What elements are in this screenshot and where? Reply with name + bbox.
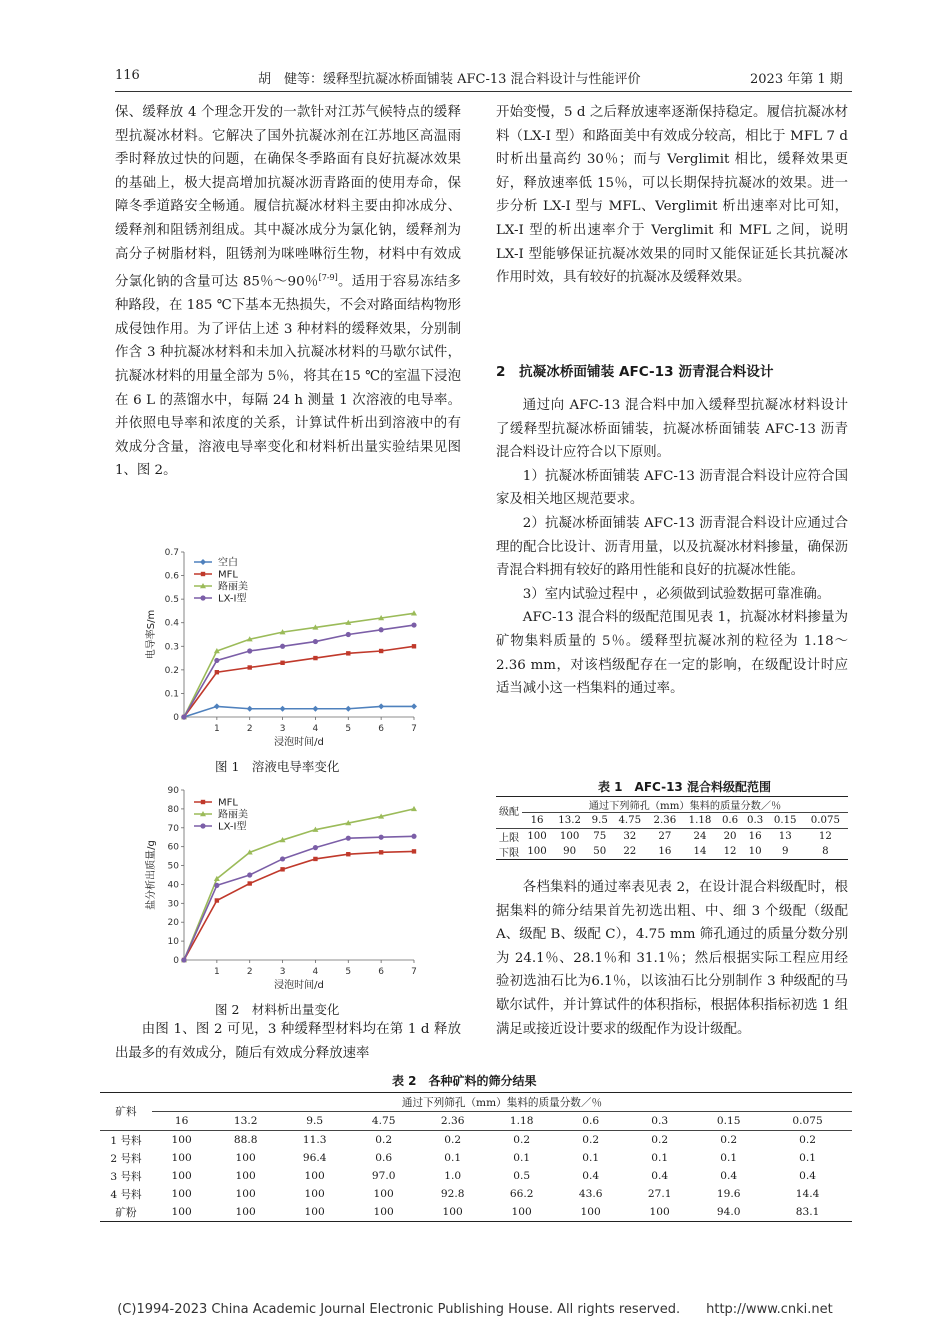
figure-1-x-tick-label: 4 (312, 724, 319, 734)
table-2-cell: 100 (649, 1206, 670, 1218)
table-2-cell: 100 (171, 1152, 192, 1164)
figure-1-data-point (214, 658, 219, 663)
table-2-sieve: 4.75 (371, 1115, 396, 1127)
figure-2-y-tick-label: 10 (167, 937, 179, 948)
citation: [7-9] (318, 273, 338, 283)
figure-2-y-tick-label: 0 (173, 956, 179, 966)
right-paragraph-3: AFC-13 混合料的级配范围见表 1，抗凝冰材料掺量为矿物集料质量的 5％。缓释型抗凝冰剂的粒径为 1.18～2.36 mm，对该档级配存在一定的影响，在级配设计时应适当减小这一档集料的通过率。 (496, 610, 848, 697)
figure-1-y-axis-label: 电导率S/m (146, 609, 157, 660)
table-2-cell: 0.2 (720, 1134, 738, 1146)
table-2-sieve: 0.6 (582, 1115, 600, 1127)
figure-2-x-tick-label: 7 (411, 967, 417, 977)
table-1-cell: 13 (778, 831, 792, 842)
table-2-cell: 100 (171, 1134, 192, 1146)
figure-1-data-point (346, 632, 351, 637)
table-2-row (100, 1149, 852, 1167)
table-2-sieve: 1.18 (509, 1115, 534, 1127)
table-2-cell: 0.5 (513, 1170, 531, 1182)
figure-1-data-point (214, 703, 220, 709)
table-1-cell: 16 (658, 846, 672, 857)
figure-1-legend-label: LX-I型 (218, 593, 247, 605)
right-column-text (496, 101, 848, 290)
table-2-sieve: 0.3 (651, 1115, 669, 1127)
left-paragraph-1 (115, 101, 461, 483)
table-2-cell: 88.8 (233, 1134, 258, 1146)
table-2-cell: 11.3 (302, 1134, 327, 1146)
table-2-header-row (100, 1093, 852, 1112)
figure-1-x-tick-label: 6 (378, 724, 385, 734)
table-1-corner: 级配 (499, 807, 519, 818)
table-1-cell: 22 (623, 846, 637, 857)
table-1-cell: 75 (593, 831, 607, 842)
table-2-cell: 100 (304, 1206, 325, 1218)
table-1-header-row (496, 797, 848, 813)
table-1-cell: 20 (723, 831, 737, 842)
table-2-cell: 100 (235, 1188, 256, 1200)
table-2-cell: 100 (235, 1206, 256, 1218)
figure-2-x-tick-label: 5 (345, 967, 352, 977)
figure-1-y-tick-label: 0.4 (164, 618, 179, 629)
table-1-sieve: 2.36 (653, 815, 677, 826)
figure-1-data-point (379, 627, 384, 632)
figure-2-data-point (313, 857, 317, 861)
figure-1-legend-marker (201, 572, 205, 576)
right-paragraph-1: 开始变慢，5 d 之后释放速率逐渐保持稳定。履信抗凝冰材料（LX-I 型）和路面美中有效成分较高，相比于 MFL 7 d 时析出量高约 30％；而与 Verglimit 相比，缓释效果更好，释放速率低 15％，可以长期保持抗凝冰的效果。进一步分析 LX-I 型与 MFL、Verglimit 析出速率对比可知，LX-I 型的析出速率介于 Verglimit 和 MFL 之间，说明 LX-I 型能够保证抗凝冰效果的同时又能保证延长其抗凝冰作用时效，具有较好的抗凝冰及缓释效果。 (496, 105, 848, 286)
table-1-sieve: 0.6 (721, 815, 739, 826)
figure-2-x-tick-label: 3 (279, 967, 286, 977)
figure-2-caption: 图 2 材料析出量变化 (215, 1002, 340, 1017)
right-column-text-3 (496, 876, 848, 1041)
table-2-cell: 100 (373, 1206, 394, 1218)
figure-1-data-point (280, 706, 286, 712)
figure-1-x-tick-label: 2 (246, 724, 253, 734)
figure-2-data-point (379, 850, 383, 854)
table-2-cell: 0.2 (375, 1134, 393, 1146)
table-2-cell: 92.8 (440, 1188, 465, 1200)
figure-2-y-tick-label: 60 (167, 842, 179, 853)
table-1-cell: 12 (723, 846, 737, 857)
left-column-text-2 (115, 1018, 461, 1065)
figure-2-data-point (280, 856, 285, 861)
figure-2-data-point (379, 835, 384, 840)
table-2-cell: 14.4 (795, 1188, 820, 1200)
table-2-cell: 96.4 (302, 1152, 327, 1164)
table-2-cell: 100 (235, 1152, 256, 1164)
left-paragraph-1-end: 。适用于容易冻结多种路段，在 185 ℃下基本无热损失，不会对路面结构物形成侵蚀作用。为了评估上述 3 种材料的缓释效果，分别制作含 3 种抗凝冰材料和未加入抗凝冰材料的马歇尔试件，抗凝冰材料的用量全部为 5％，将其在15 ℃的室温下浸泡在 6 L 的蒸馏水中，每隔 24 h 测量 1 次溶液的电导率。并依照电导率和浓度的关系，计算试件析出到溶液中的有效成分含量，溶液电导率变化和材料析出量实验结果见图 1、图 2。 (115, 274, 461, 479)
figure-2-legend-label: LX-I型 (218, 821, 247, 833)
table-1-cell: 90 (563, 846, 577, 857)
figure-1-data-point (313, 656, 317, 660)
figure-1-data-point (280, 644, 285, 649)
table-2-sieve: 16 (174, 1115, 189, 1127)
figure-1-data-point (346, 651, 350, 655)
table-1-sieve: 0.15 (773, 815, 797, 826)
table-2-row-label: 4 号料 (110, 1188, 142, 1201)
table-2-cell: 0.1 (651, 1152, 669, 1164)
table-2-row (100, 1167, 852, 1185)
figure-1-x-tick-label: 7 (411, 724, 417, 734)
table-2-cell: 1.0 (444, 1170, 462, 1182)
principle-item-3: 3）室内试验过程中 ，必须做到试验数据可靠准确。 (522, 586, 831, 602)
table-2-sieve-row (100, 1112, 852, 1131)
figure-2-data-point (181, 957, 186, 962)
figure-1-data-point (379, 649, 383, 653)
table-2-cell: 100 (373, 1188, 394, 1200)
figure-2-data-point (280, 867, 284, 871)
table-2-cell: 0.1 (582, 1152, 600, 1164)
figure-1-x-tick-label: 5 (345, 724, 352, 734)
figure-2-data-point (215, 898, 219, 902)
table-2-cell: 0.2 (799, 1134, 817, 1146)
figure-1-data-point (280, 661, 284, 665)
figure-1-y-tick-label: 0.3 (164, 642, 179, 653)
figure-2-series-line (184, 851, 414, 960)
figure-1-y-tick-label: 0.5 (164, 595, 179, 606)
principle-item-1: 1）抗凝冰桥面铺装 AFC-13 沥青混合料设计应符合国家及相关地区规范要求。 (496, 468, 848, 508)
figure-1-caption: 图 1 溶液电导率变化 (215, 759, 340, 774)
figure-1-data-point (345, 706, 351, 712)
table-2-row-label: 矿粉 (115, 1206, 137, 1219)
figure-2-data-point (411, 806, 417, 811)
table-2-sieve: 13.2 (233, 1115, 258, 1127)
table-1-row (496, 829, 848, 845)
table-1-sieve-row (496, 813, 848, 829)
table-1-cell: 50 (593, 846, 607, 857)
table-2-cell: 100 (442, 1206, 463, 1218)
figure-1-data-point (313, 639, 318, 644)
right-paragraph-4: 各档集料的通过率表见表 2，在设计混合料级配时，根据集料的筛分结果首先初选出粗、中、细 3 个级配（级配 A、级配 B、级配 C），4.75 mm 筛孔通过的质量分数分别为 24.1％、28.1％和 31.1％；然后根据实际工程应用经验初选油石比为6.1％，以该油石比分别制作 3 种级配的马歇尔试件，并计算试件的体积指标，根据体积指标初选 1 组满足或接近设计要求的级配作为设计级配。 (496, 880, 848, 1037)
figure-1-y-tick-label: 0.6 (164, 571, 179, 582)
table-2-cell: 19.6 (716, 1188, 741, 1200)
table-1-row-label: 下限 (498, 848, 520, 859)
table-1-span-header: 通过下列筛孔（mm）集料的质量分数／％ (522, 797, 848, 813)
table-1-cell: 100 (527, 846, 547, 857)
table-2-cell: 100 (235, 1170, 256, 1182)
table-1 (496, 796, 848, 860)
figure-2-series-line (184, 836, 414, 960)
figure-1-legend-label: 路丽美 (218, 581, 248, 593)
table-1-title: 表 1 AFC-13 混合料级配范围 (598, 780, 771, 794)
figure-1-legend-marker (200, 595, 205, 600)
table-2-cell: 100 (304, 1170, 325, 1182)
figure-1-data-point (247, 648, 252, 653)
figure-2-x-axis-label: 浸泡时间/d (274, 980, 324, 991)
table-2 (100, 1092, 852, 1222)
table-2-corner: 矿料 (115, 1106, 137, 1118)
table-2-cell: 0.1 (444, 1152, 462, 1164)
figure-2-y-axis-label: 盐分析出质量/g (146, 840, 157, 910)
figure-1-data-point (215, 670, 219, 674)
table-2-cell: 0.4 (582, 1170, 600, 1182)
table-2-cell: 0.2 (444, 1134, 462, 1146)
figure-1-y-tick-label: 0.7 (164, 548, 179, 558)
figure-1-x-tick-label: 1 (213, 724, 220, 734)
table-1-cell: 16 (748, 831, 762, 842)
figure-2-x-tick-label: 6 (378, 967, 385, 977)
table-1-sieve: 13.2 (558, 815, 581, 826)
figure-1-data-point (411, 622, 416, 627)
copyright-footer: (C)1994-2023 China Academic Journal Electronic Publishing House. All rights reserved. http://www.cnki.net (117, 1302, 833, 1317)
table-2-row (100, 1185, 852, 1203)
table-2-cell: 100 (171, 1188, 192, 1200)
table-2-cell: 100 (171, 1170, 192, 1182)
figure-2-data-point (346, 852, 350, 856)
figure-2-x-tick-label: 2 (246, 967, 253, 977)
figure-2-legend-label: 路丽美 (218, 809, 248, 821)
table-2-cell: 0.1 (513, 1152, 531, 1164)
figure-1-legend-marker (200, 559, 206, 565)
table-1-sieve: 4.75 (618, 815, 642, 826)
figure-1-data-point (312, 706, 318, 712)
figure-1-data-point (181, 714, 186, 719)
figure-1-data-point (412, 644, 416, 648)
table-2-sieve: 0.075 (792, 1115, 823, 1127)
figure-1-y-tick-label: 0 (173, 713, 179, 723)
figure-1-y-tick-label: 0.2 (164, 665, 179, 676)
figure-2-x-tick-label: 1 (213, 967, 220, 977)
table-2-row-label: 3 号料 (110, 1170, 142, 1183)
figure-2-y-tick-label: 30 (167, 899, 179, 910)
figure-1-data-point (378, 703, 384, 709)
principle-item-2: 2）抗凝冰桥面铺装 AFC-13 沥青混合料设计应通过合理的配合比设计、沥青用量，以及抗凝冰材料掺量，确保沥青混合料拥有较好的路用性能和良好的抗凝冰性能。 (496, 515, 848, 579)
table-1-cell: 9 (781, 846, 789, 857)
table-2-row (100, 1203, 852, 1222)
figure-2-legend-marker (200, 823, 205, 828)
table-2-cell: 83.1 (795, 1206, 820, 1218)
figure-2-legend-label: MFL (218, 797, 238, 809)
figure-2-data-point (214, 883, 219, 888)
figure-2-y-tick-label: 40 (167, 880, 179, 891)
table-2-sieve: 0.15 (716, 1115, 741, 1127)
figure-1-y-tick-label: 0.1 (164, 689, 179, 700)
table-1-row-label: 上限 (498, 833, 520, 844)
table-2-cell: 0.4 (799, 1170, 817, 1182)
figure-1-x-tick-label: 3 (279, 724, 286, 734)
table-1-cell: 24 (693, 831, 707, 842)
table-2-row (100, 1131, 852, 1150)
table-2-cell: 94.0 (716, 1206, 741, 1218)
table-2-cell: 100 (304, 1188, 325, 1200)
figure-2-y-tick-label: 20 (167, 918, 179, 929)
table-2-cell: 43.6 (578, 1188, 603, 1200)
table-1-cell: 10 (748, 846, 762, 857)
table-2-cell: 0.4 (651, 1170, 669, 1182)
table-1-row (496, 844, 848, 860)
table-2-cell: 0.2 (651, 1134, 669, 1146)
table-1-cell: 27 (658, 831, 672, 842)
figure-2-data-point (412, 849, 416, 853)
header-rule (115, 91, 852, 92)
table-2-row-label: 1 号料 (110, 1134, 142, 1147)
table-1-sieve: 16 (530, 815, 544, 826)
figure-2-chart (140, 782, 440, 994)
figure-2-y-tick-label: 80 (167, 804, 179, 815)
page-number: 116 (115, 68, 140, 83)
figure-2-y-tick-label: 50 (167, 861, 179, 872)
table-2-cell: 0.1 (720, 1152, 738, 1164)
issue-label: 2023 年第 1 期 (750, 72, 843, 87)
figure-1-legend-label: 空白 (218, 557, 238, 569)
left-paragraph-2: 由图 1、图 2 可见，3 种缓释型材料均在第 1 d 释放出最多的有效成分，随后有效成分释放速率 (115, 1022, 461, 1061)
figure-1-series-line (184, 706, 414, 717)
table-2-span-header: 通过下列筛孔（mm）集料的质量分数／％ (152, 1093, 852, 1112)
section-heading-2: 2 抗凝冰桥面铺装 AFC-13 沥青混合料设计 (496, 364, 774, 380)
table-1-cell: 12 (818, 831, 832, 842)
table-2-cell: 97.0 (371, 1170, 396, 1182)
table-1-cell: 100 (559, 831, 580, 842)
figure-2-data-point (248, 881, 252, 885)
figure-2-y-tick-label: 90 (167, 786, 179, 796)
table-2-cell: 0.4 (720, 1170, 738, 1182)
table-1-sieve: 0.3 (747, 815, 764, 826)
right-paragraph-2: 通过向 AFC-13 混合料中加入缓释型抗凝冰材料设计了缓释型抗凝冰桥面铺装，抗凝冰桥面铺装 AFC-13 沥青混合料设计应符合以下原则。 (496, 398, 848, 461)
table-1-sieve: 1.18 (688, 815, 712, 826)
table-2-sieve: 2.36 (440, 1115, 465, 1127)
figure-2-x-tick-label: 4 (312, 967, 319, 977)
table-1-sieve: 9.5 (591, 815, 608, 826)
table-2-cell: 0.1 (799, 1152, 817, 1164)
running-title: 胡 健等：缓释型抗凝冰桥面铺装 AFC-13 混合料设计与性能评价 (258, 72, 641, 87)
table-2-cell: 0.6 (375, 1152, 393, 1164)
figure-2-y-tick-label: 70 (167, 823, 179, 834)
table-2-cell: 27.1 (647, 1188, 672, 1200)
table-1-cell: 8 (822, 846, 829, 857)
table-2-cell: 100 (171, 1206, 192, 1218)
table-2-cell: 0.2 (513, 1134, 531, 1146)
figure-2-data-point (346, 836, 351, 841)
figure-1-data-point (247, 706, 253, 712)
table-1-sieve: 0.075 (810, 815, 840, 826)
table-2-row-label: 2 号料 (110, 1152, 142, 1165)
figure-2-legend-marker (201, 800, 205, 804)
figure-1-chart (140, 544, 440, 760)
right-column-text-2 (496, 394, 848, 701)
table-2-cell: 100 (580, 1206, 601, 1218)
table-1-cell: 100 (527, 831, 547, 842)
figure-1-x-axis-label: 浸泡时间/d (274, 737, 324, 748)
table-1-cell: 32 (623, 831, 637, 842)
table-2-cell: 66.2 (509, 1188, 534, 1200)
table-2-cell: 0.2 (582, 1134, 600, 1146)
figure-2-data-point (313, 845, 318, 850)
table-2-title: 表 2 各种矿料的筛分结果 (392, 1074, 537, 1088)
left-column-text (115, 101, 461, 483)
figure-2-data-point (247, 872, 252, 877)
table-2-cell: 100 (511, 1206, 532, 1218)
figure-2-data-point (411, 834, 416, 839)
table-1-cell: 14 (693, 846, 707, 857)
figure-1-data-point (411, 703, 417, 709)
table-2-sieve: 9.5 (306, 1115, 324, 1127)
left-paragraph-1-text: 保、缓释放 4 个理念开发的一款针对江苏气候特点的缓释型抗凝冰材料。它解决了国外抗凝冰剂在江苏地区高温雨季时释放过快的问题，在确保冬季路面有良好抗凝冰效果的基础上，极大提高增加抗凝冰沥青路面的使用寿命，保障冬季道路安全畅通。履信抗凝冰材料主要由抑冰成分、缓释剂和阻锈剂组成。其中凝冰成分为氯化钠，缓释剂为高分子树脂材料，阻锈剂为咪唑啉衍生物，材料中有效成分氯化钠的含量可达 85％～90％ (115, 105, 461, 290)
figure-1-data-point (248, 665, 252, 669)
figure-1-legend-label: MFL (218, 569, 238, 581)
